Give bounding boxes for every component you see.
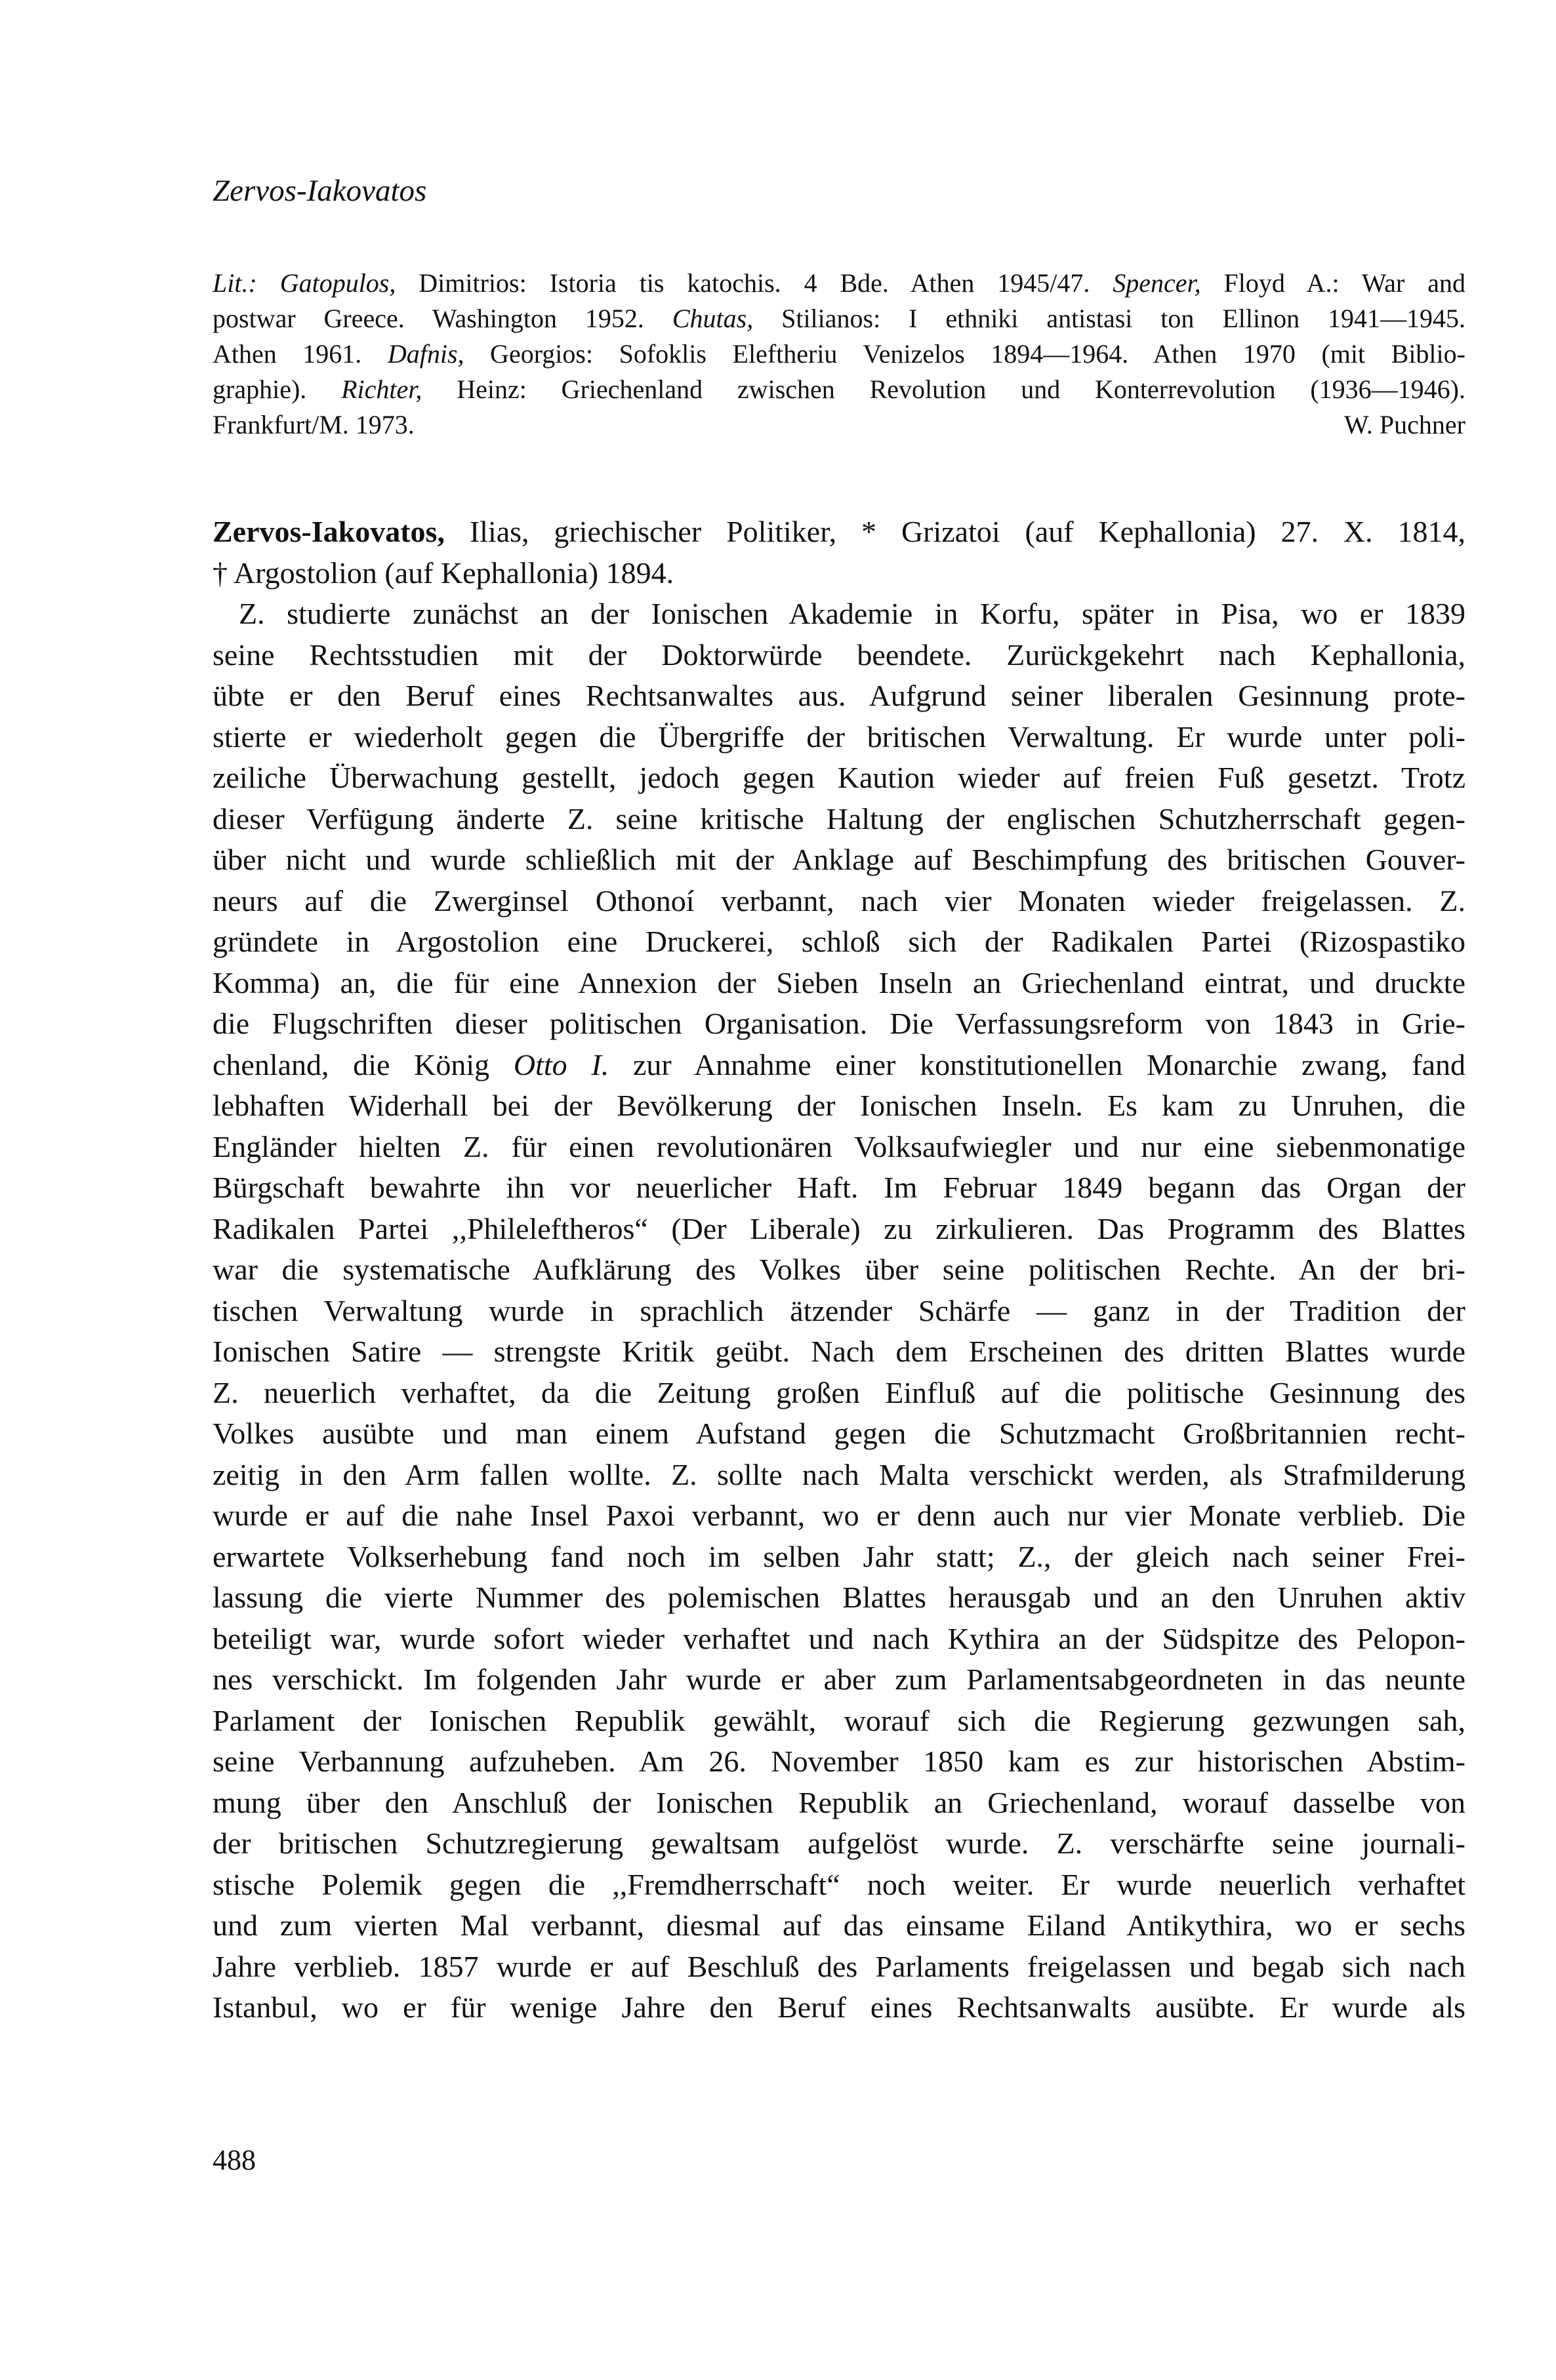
literature-block	[213, 266, 1465, 443]
entry-text: seine Verbannung aufzuheben. Am 26. November 1850 kam es zur historischen Abstim-	[213, 1745, 1465, 1778]
literature-text: Richter,	[341, 374, 422, 404]
entry-text: wurde er auf die nahe Insel Paxoi verbannt, wo er denn auch nur vier Monate verblieb. Die	[213, 1499, 1465, 1532]
entry-text: Engländer hielten Z. für einen revolutionären Volksaufwiegler und nur eine siebenmonatige	[213, 1129, 1465, 1163]
entry-line	[213, 1455, 1465, 1496]
entry-text: übte er den Beruf eines Rechtsanwaltes aus. Aufgrund seiner liberalen Gesinnung prote-	[213, 679, 1465, 712]
entry-text: tischen Verwaltung wurde in sprachlich ätzender Schärfe — ganz in der Tradition der	[213, 1293, 1465, 1327]
entry-line	[213, 1537, 1465, 1578]
entry-line	[213, 512, 1465, 553]
entry-line	[213, 1577, 1465, 1619]
page-number: 488	[213, 2144, 256, 2176]
entry-text: und zum vierten Mal verbannt, diesmal auf das einsame Eiland Antikythira, wo er sechs	[213, 1908, 1465, 1942]
document-page	[213, 0, 1465, 2380]
entry-line	[213, 1167, 1465, 1209]
entry-text: Otto I.	[513, 1047, 609, 1081]
entry-line	[213, 1413, 1465, 1455]
literature-last-text: Frankfurt/M. 1973.	[213, 410, 415, 439]
entry-line	[213, 1823, 1465, 1865]
literature-text: graphie).	[213, 374, 342, 404]
literature-text: Georgios: Sofoklis Eleftheriu Venizelos 1894—1964. Athen 1970 (mit Biblio-	[464, 339, 1465, 369]
entry-text: Volkes ausübte und man einem Aufstand gegen die Schutzmacht Großbritannien recht-	[213, 1417, 1465, 1450]
entry-text: Istanbul, wo er für wenige Jahre den Beruf eines Rechtsanwalts ausübte. Er wurde als	[213, 1990, 1465, 2024]
entry-text: Parlament der Ionischen Republik gewählt, worauf sich die Regierung gezwungen sah,	[213, 1703, 1465, 1737]
entry-line	[213, 1495, 1465, 1537]
author-signature: W. Puchner	[1343, 410, 1465, 439]
entry-line	[213, 1085, 1465, 1127]
entry-line	[213, 1865, 1465, 1906]
entry-text: Jahre verblieb. 1857 wurde er auf Beschluß des Parlaments freigelassen und begab sich nach	[213, 1949, 1465, 1983]
entry-line	[213, 1373, 1465, 1414]
entry-line	[213, 1127, 1465, 1168]
entry-text: über nicht und wurde schließlich mit der Anklage auf Beschimpfung des britischen Gouver-	[213, 843, 1465, 876]
entry-line	[213, 1987, 1465, 2028]
literature-text: Spencer,	[1113, 268, 1201, 298]
encyclopedia-entry	[213, 512, 1465, 2028]
literature-lines	[213, 266, 1465, 407]
entry-line	[213, 1659, 1465, 1701]
entry-text: dieser Verfügung änderte Z. seine kritische Haltung der englischen Schutzherrschaft gegen-	[213, 801, 1465, 836]
entry-text: neurs auf die Zwerginsel Othonoí verbannt, nach vier Monaten wieder freigelassen. Z.	[213, 883, 1465, 918]
entry-lines	[213, 512, 1465, 2028]
literature-text: Chutas,	[672, 304, 754, 333]
literature-text: Heinz: Griechenland zwischen Revolution und Konterrevolution (1936—1946).	[422, 374, 1465, 404]
entry-line	[213, 1003, 1465, 1045]
entry-line	[213, 676, 1465, 717]
entry-line	[213, 1331, 1465, 1373]
entry-line	[213, 1291, 1465, 1332]
entry-line	[213, 1209, 1465, 1250]
literature-text: Floyd A.: War and	[1200, 268, 1465, 298]
entry-text: Ionischen Satire — strengste Kritik geübt. Nach dem Erscheinen des dritten Blattes wurde	[213, 1335, 1465, 1368]
entry-text: der britischen Schutzregierung gewaltsam aufgelöst wurde. Z. verschärfte seine journali-	[213, 1826, 1465, 1860]
entry-line	[213, 1619, 1465, 1660]
entry-line	[213, 1783, 1465, 1824]
entry-line	[213, 1249, 1465, 1291]
entry-text: Ilias, griechischer Politiker, * Grizatoi (auf Kephallonia) 27. X. 1814,	[444, 515, 1465, 548]
entry-text: gründete in Argostolion eine Druckerei, schloß sich der Radikalen Partei (Rizospastiko	[213, 925, 1465, 958]
entry-line	[213, 1045, 1465, 1086]
entry-line	[213, 594, 1465, 635]
entry-text: beteiligt war, wurde sofort wieder verhaftet und nach Kythira an der Südspitze des Pelopon-	[213, 1621, 1465, 1655]
literature-text: Gatopulos,	[279, 268, 396, 298]
entry-line	[213, 1905, 1465, 1946]
literature-text: Stilianos: I ethniki antistasi ton Ellinon 1941—1945.	[753, 304, 1465, 333]
entry-line	[213, 839, 1465, 881]
entry-text: zur Annahme einer konstitutionellen Monarchie zwang, fand	[609, 1047, 1465, 1081]
literature-line	[213, 372, 1465, 407]
literature-text	[257, 268, 280, 298]
literature-text: postwar Greece. Washington 1952.	[213, 304, 672, 333]
entry-line	[213, 799, 1465, 840]
entry-line	[213, 757, 1465, 799]
entry-line	[213, 717, 1465, 758]
literature-last-line	[213, 407, 1465, 443]
entry-line	[213, 635, 1465, 676]
entry-line	[213, 1741, 1465, 1783]
entry-text: stische Polemik gegen die ,,Fremdherrschaft“ noch weiter. Er wurde neuerlich verhaftet	[213, 1867, 1465, 1901]
entry-text: zeiliche Überwachung gestellt, jedoch gegen Kaution wieder auf freien Fuß gesetzt. Trotz	[213, 761, 1465, 794]
literature-text: Lit.:	[213, 268, 257, 298]
entry-text: lassung die vierte Nummer des polemischen Blattes herausgab und an den Unruhen aktiv	[213, 1581, 1465, 1614]
entry-text: Zervos-Iakovatos,	[213, 515, 445, 548]
entry-text: zeitig in den Arm fallen wollte. Z. sollte nach Malta verschickt werden, als Strafmilderung	[213, 1457, 1465, 1491]
literature-text: Dafnis,	[387, 339, 464, 369]
entry-text: Z. neuerlich verhaftet, da die Zeitung großen Einfluß auf die politische Gesinnung des	[213, 1375, 1465, 1409]
entry-text: erwartete Volkserhebung fand noch im selben Jahr statt; Z., der gleich nach seiner Frei-	[213, 1539, 1465, 1573]
entry-text: seine Rechtsstudien mit der Doktorwürde beendete. Zurückgekehrt nach Kephallonia,	[213, 637, 1465, 672]
literature-text: Dimitrios: Istoria tis katochis. 4 Bde. Athen 1945/47.	[396, 268, 1113, 298]
entry-text: nes verschickt. Im folgenden Jahr wurde er aber zum Parlamentsabgeordneten in das neunte	[213, 1663, 1465, 1696]
entry-text: lebhaften Widerhall bei der Bevölkerung der Ionischen Inseln. Es kam zu Unruhen, die	[213, 1089, 1465, 1122]
entry-line	[213, 553, 1465, 594]
entry-text: die Flugschriften dieser politischen Organisation. Die Verfassungsreform von 1843 in Grie-	[213, 1007, 1465, 1040]
entry-text: Bürgschaft bewahrte ihn vor neuerlicher Haft. Im Februar 1849 begann das Organ der	[213, 1171, 1465, 1204]
literature-line	[213, 266, 1465, 301]
entry-text: mung über den Anschluß der Ionischen Republik an Griechenland, worauf dasselbe von	[213, 1785, 1465, 1819]
entry-text: war die systematische Aufklärung des Volkes über seine politischen Rechte. An der bri-	[213, 1253, 1465, 1286]
entry-line	[213, 963, 1465, 1004]
literature-line	[213, 301, 1465, 336]
literature-text: Athen 1961.	[213, 339, 388, 369]
entry-line	[213, 1946, 1465, 1988]
entry-text: stierte er wiederholt gegen die Übergriffe der britischen Verwaltung. Er wurde unter poli-	[213, 719, 1465, 754]
entry-text: Z. studierte zunächst an der Ionischen Akademie in Korfu, später in Pisa, wo er 1839	[239, 597, 1465, 630]
entry-line	[213, 921, 1465, 963]
entry-line	[213, 1701, 1465, 1742]
entry-text: chenland, die König	[213, 1047, 514, 1081]
entry-text: † Argostolion (auf Kephallonia) 1894.	[213, 555, 674, 590]
entry-line	[213, 881, 1465, 922]
running-head: Zervos-Iakovatos	[213, 174, 427, 208]
entry-text: Komma) an, die für eine Annexion der Sieben Inseln an Griechenland eintrat, und druckte	[213, 965, 1465, 999]
literature-line	[213, 336, 1465, 372]
entry-text: Radikalen Partei ,,Phileleftheros“ (Der Liberale) zu zirkulieren. Das Programm des Blattes	[213, 1211, 1465, 1245]
